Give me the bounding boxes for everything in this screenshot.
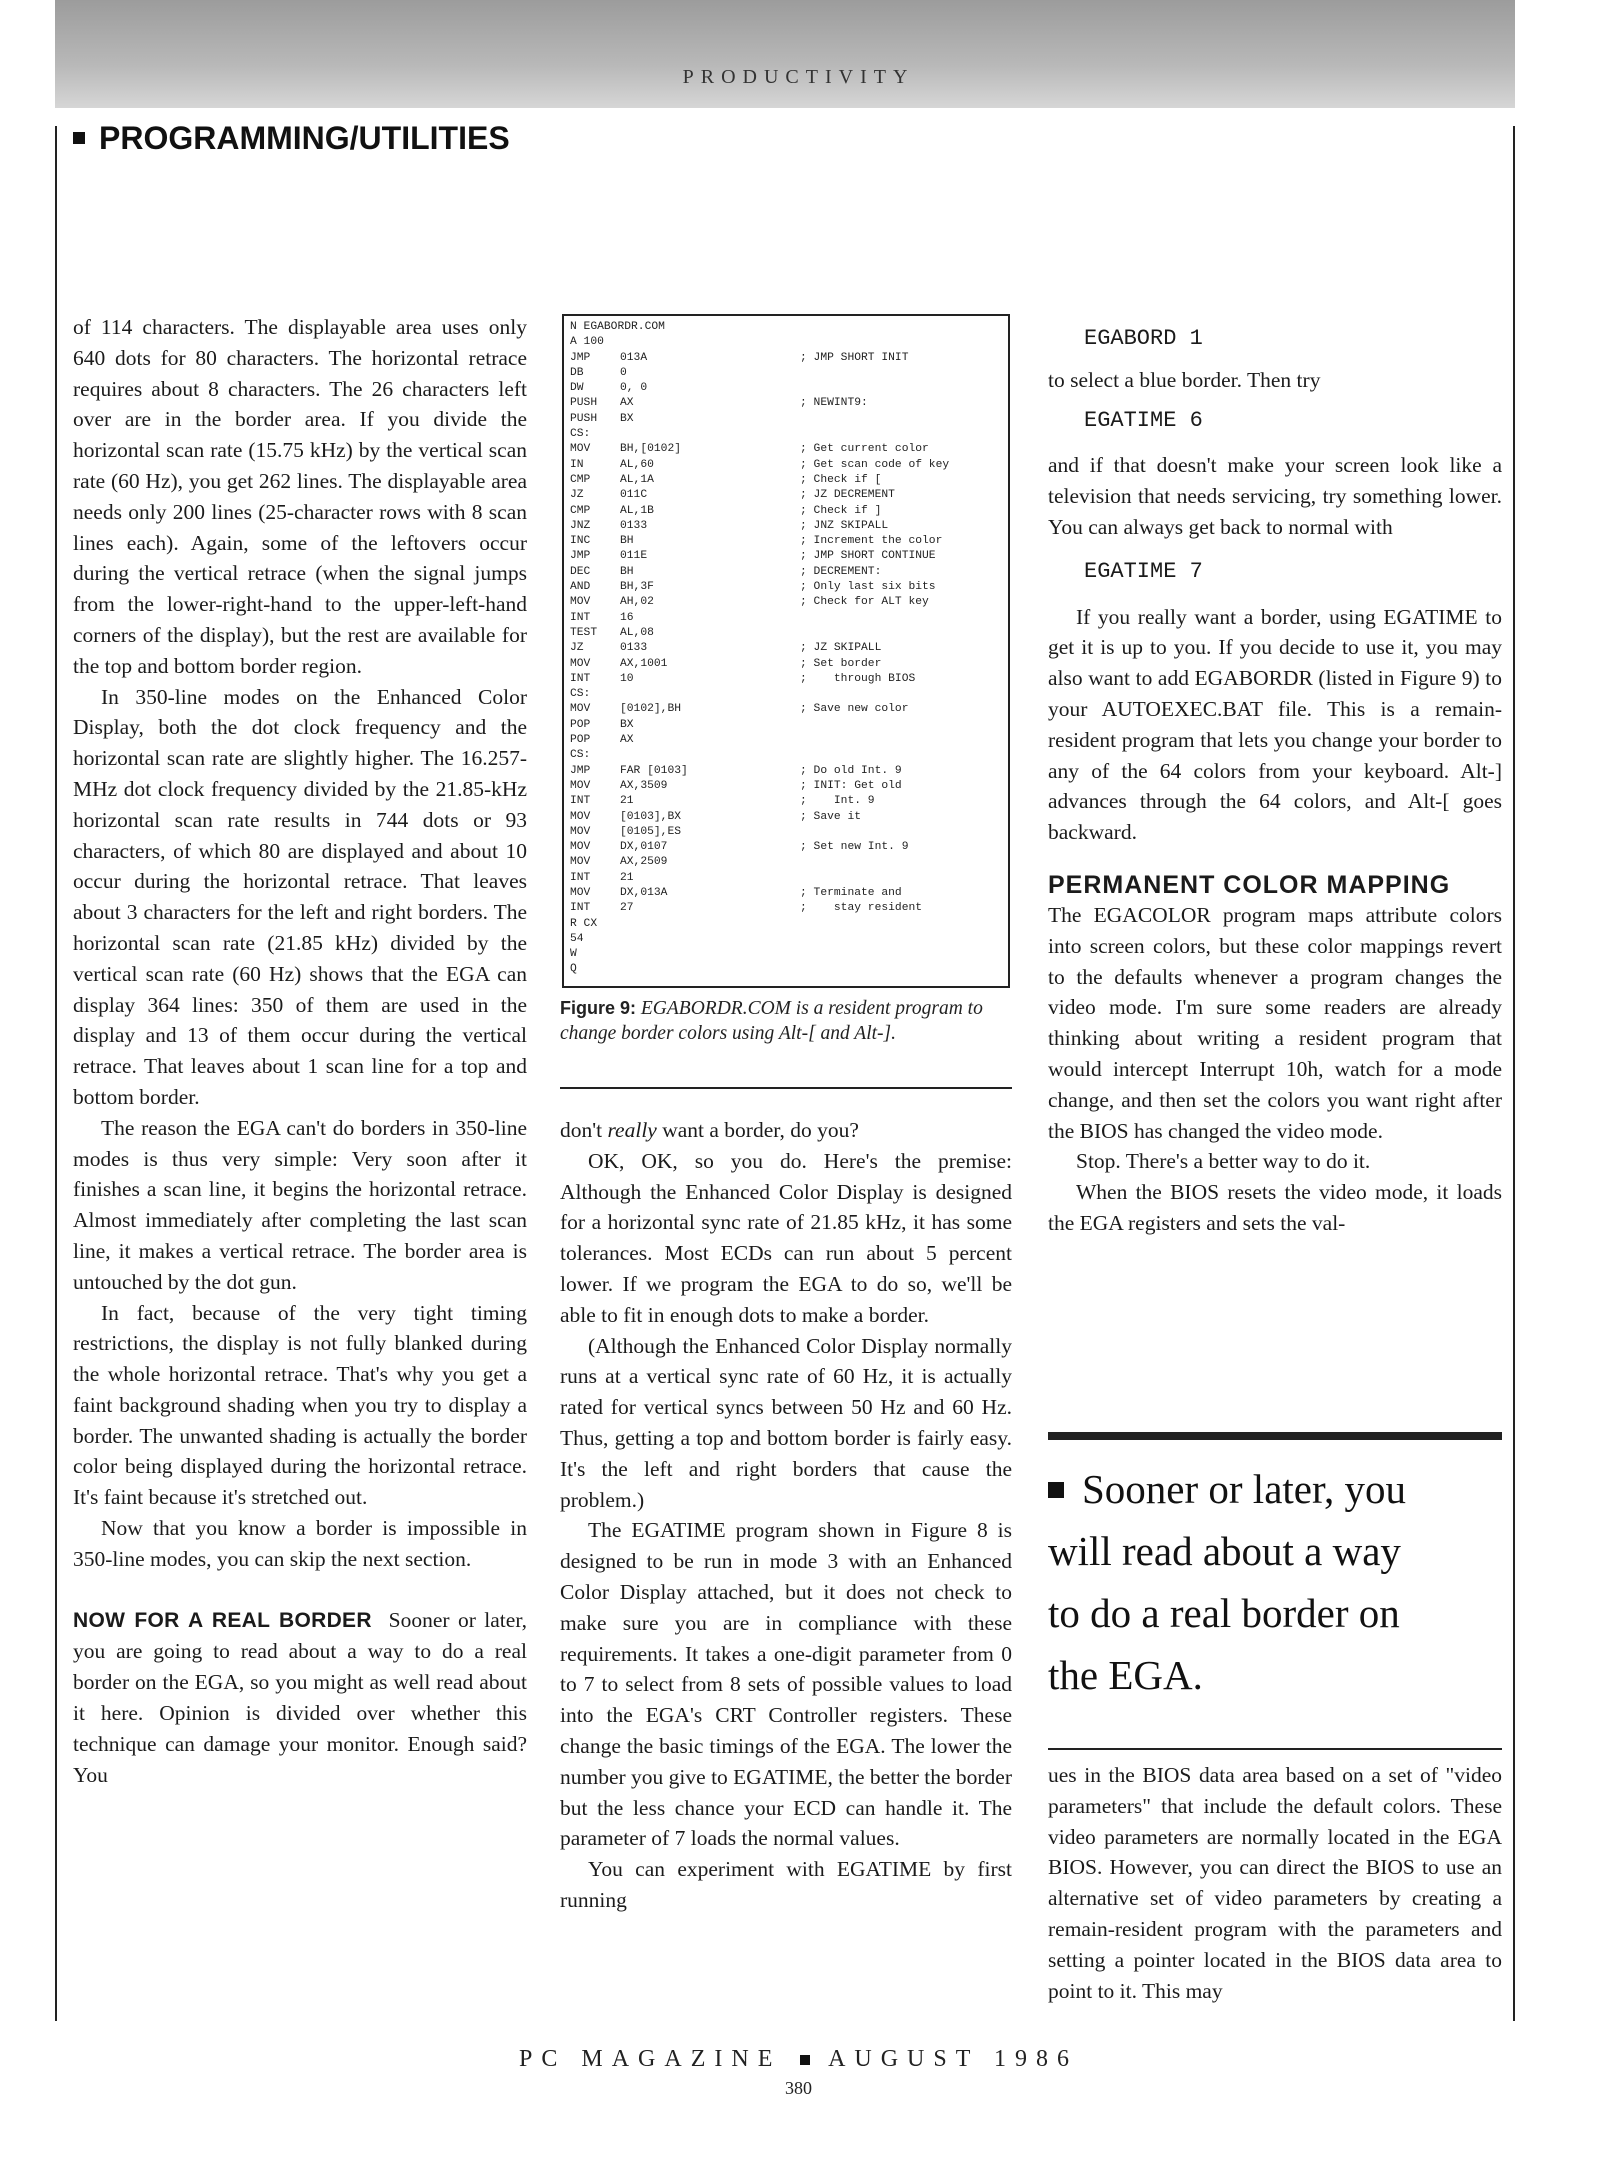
listing-text: CS:	[570, 749, 591, 762]
listing-row	[570, 687, 1002, 702]
listing-cm	[800, 871, 1002, 886]
listing-row	[570, 626, 1002, 641]
pull-quote	[1048, 1458, 1488, 1706]
listing-op: MOV	[570, 703, 591, 716]
listing-op: JMP	[570, 764, 591, 777]
listing-arg: [0102],BH	[620, 703, 682, 716]
listing-row	[570, 886, 1002, 901]
listing-op: POP	[570, 718, 591, 731]
listing-op: MOV	[570, 841, 591, 854]
bullet-square-icon	[73, 132, 85, 144]
left-page-rule	[55, 126, 57, 2021]
page-number: 380	[785, 2078, 812, 2098]
listing-arg: AX,2509	[620, 856, 668, 869]
listing-text: CS:	[570, 688, 591, 701]
listing-row	[570, 488, 1002, 503]
listing-cm: ; Check if [	[800, 473, 882, 486]
listing-cm: ; Terminate and	[800, 886, 902, 899]
listing-arg: 0	[620, 366, 627, 379]
magazine-name: PC MAGAZINE	[519, 2046, 782, 2072]
listing-op: PUSH	[570, 412, 598, 425]
listing-text: N EGABORDR.COM	[570, 321, 665, 333]
listing-op: AND	[570, 581, 591, 594]
pullquote-top-rule	[1048, 1432, 1502, 1440]
listing-arg: FAR [0103]	[620, 764, 688, 777]
listing-row	[570, 718, 1002, 733]
listing-op: INT	[570, 902, 591, 915]
listing-row	[570, 825, 1002, 840]
listing-arg: AX,1001	[620, 657, 668, 670]
listing-row	[570, 917, 1002, 932]
paragraph: In fact, because of the very tight timing restrictions, the display is not fully blanked during the whole horizontal retrace. That's why you get a faint background shading when you try to display a border. The unwanted shading is actually the border color being displayed during the horizontal retrace. It's faint because it's stretched out.	[73, 1300, 527, 1510]
subhead-paragraph	[73, 1605, 527, 1791]
listing-arg: AX	[620, 734, 634, 747]
rubric-label: PROGRAMMING/UTILITIES	[99, 120, 510, 156]
listing-cm: ; JZ DECREMENT	[800, 489, 895, 502]
listing-row	[570, 779, 1002, 794]
column-1	[73, 312, 527, 1790]
listing-op: INT	[570, 795, 591, 808]
listing-row	[570, 335, 1002, 350]
listing-row	[570, 534, 1002, 549]
caption-rule	[560, 1087, 1012, 1089]
listing-row	[570, 580, 1002, 595]
listing-cm	[800, 855, 1002, 870]
listing-op: PUSH	[570, 397, 598, 410]
listing-arg: AL,1A	[620, 473, 654, 486]
listing-cm: ; Get current color	[800, 443, 929, 456]
listing-arg: AL,60	[620, 458, 654, 471]
listing-row	[570, 840, 1002, 855]
paragraph: and if that doesn't make your screen look like a television that needs servicing, try something lower. You can always get back to normal with	[1048, 453, 1502, 539]
listing-row	[570, 565, 1002, 580]
listing-row	[570, 810, 1002, 825]
column-2	[560, 1115, 1012, 1916]
listing-cm	[800, 626, 1002, 641]
listing-op: MOV	[570, 886, 591, 899]
listing-op: INT	[570, 871, 591, 884]
paragraph: If you really want a border, using EGATIME to get it is up to you. If you decide to use it, you may also want to add EGABORDR (listed in Figure 9) to your AUTOEXEC.BAT file. This is a remain-resident program that lets you change your border to any of the 64 colors from your keyboard. Alt-] advances through the 64 colors, and Alt-[ goes backward.	[1048, 604, 1502, 845]
listing-cm: ; JMP SHORT CONTINUE	[800, 550, 936, 563]
listing-cm	[800, 381, 1002, 396]
caption-text: EGABORDR.COM is a resident program to change border colors using Alt-[ and Alt-].	[560, 998, 983, 1044]
listing-row	[570, 962, 1002, 977]
paragraph: Stop. There's a better way to do it.	[1076, 1149, 1371, 1174]
listing-op: JMP	[570, 550, 591, 563]
listing-arg: 013A	[620, 351, 648, 364]
listing-row	[570, 794, 1002, 809]
listing-text: A 100	[570, 336, 604, 349]
paragraph: The reason the EGA can't do borders in 350-line modes is thus very simple: Very soon after it finishes a scan line, it begins the horizontal retrace. Almost immediately after completing the last scan line, it makes a vertical retrace. The border area is untouched by the dot gun.	[73, 1115, 527, 1294]
caption-label: Figure 9:	[560, 998, 637, 1018]
listing-row	[570, 473, 1002, 488]
listing-cm: ; JMP SHORT INIT	[800, 351, 909, 364]
command-line: EGABORD 1	[1084, 326, 1203, 351]
listing-cm: ; NEWINT9:	[800, 397, 868, 410]
listing-cm: ; Check if ]	[800, 504, 882, 517]
listing-cm: ; through BIOS	[800, 672, 916, 685]
listing-cm: ; Get scan code of key	[800, 458, 950, 471]
listing-arg: 27	[620, 902, 634, 915]
column-3	[1048, 320, 1502, 1239]
listing-row	[570, 611, 1002, 626]
listing-row	[570, 702, 1002, 717]
listing-row	[570, 657, 1002, 672]
listing-row	[570, 320, 1002, 335]
listing-op: JZ	[570, 489, 584, 502]
emphasis: really	[607, 1118, 657, 1142]
listing-row	[570, 458, 1002, 473]
listing-op: MOV	[570, 657, 591, 670]
listing-text: CS:	[570, 428, 591, 441]
listing-op: CMP	[570, 473, 591, 486]
listing-arg: AL,1B	[620, 504, 654, 517]
listing-op: MOV	[570, 825, 591, 838]
listing-arg: BH	[620, 565, 634, 578]
listing-op: MOV	[570, 779, 591, 792]
listing-op: DEC	[570, 565, 591, 578]
paragraph: OK, OK, so you do. Here's the premise: Although the Enhanced Color Display is designed for a horizontal sync rate of 21.85 kHz, it has some tolerances. Most ECDs can run about 5 percent lower. If we program the EGA to do so, we'll be able to fit in enough dots to make a border.	[560, 1148, 1012, 1327]
listing-row	[570, 641, 1002, 656]
listing-row	[570, 412, 1002, 427]
listing-arg: AH,02	[620, 596, 654, 609]
code-listing-figure-9	[562, 314, 1010, 988]
paragraph: of 114 characters. The displayable area uses only 640 dots for 80 characters. The horizontal retrace requires about 8 characters. The 26 characters left over are in the border area. If you divide the horizontal scan rate (15.75 kHz) by the vertical scan rate (60 Hz), you get 262 lines. The displayable area needs only 200 lines (25-character rows with 8 scan lines each). Again, some of the leftovers occur during the vertical retrace (when the signal jumps from the lower-right-hand to the upper-left-hand corners of the display), but the rest are available for the top and bottom border region.	[73, 315, 527, 678]
listing-row	[570, 932, 1002, 947]
listing-op: MOV	[570, 443, 591, 456]
listing-arg: DX,0107	[620, 841, 668, 854]
listing-arg: AL,08	[620, 626, 654, 639]
listing-op: JMP	[570, 351, 591, 364]
listing-arg: BX	[620, 412, 634, 425]
paragraph: Now that you know a border is impossible in 350-line modes, you can skip the next section.	[73, 1516, 527, 1571]
listing-cm: ; Set new Int. 9	[800, 841, 909, 854]
listing-row	[570, 733, 1002, 748]
listing-op: IN	[570, 458, 584, 471]
listing-arg: 10	[620, 672, 634, 685]
issue-date: AUGUST 1986	[828, 2046, 1078, 2072]
listing-arg: BH	[620, 535, 634, 548]
pull-quote-line: to do a real border on	[1048, 1590, 1400, 1636]
listing-row	[570, 366, 1002, 381]
text-span: don't	[560, 1118, 608, 1142]
bullet-square-icon	[1048, 1482, 1064, 1498]
listing-op: MOV	[570, 856, 591, 869]
listing-cm	[800, 825, 1002, 840]
right-page-rule	[1513, 126, 1515, 2021]
listing-cm: ; Check for ALT key	[800, 596, 929, 609]
listing-text: R CX	[570, 917, 598, 930]
listing-arg: BX	[620, 718, 634, 731]
listing-row	[570, 748, 1002, 763]
listing-cm	[800, 412, 1002, 427]
listing-cm: ; stay resident	[800, 902, 923, 915]
listing-row	[570, 351, 1002, 366]
listing-cm	[800, 611, 1002, 626]
listing-cm: ; JZ SKIPALL	[800, 642, 882, 655]
listing-op: CMP	[570, 504, 591, 517]
paragraph: In 350-line modes on the Enhanced Color Display, both the dot clock frequency and the horizontal scan rate are slightly higher. The 16.257-MHz dot clock frequency divided by the 21.85-kHz horizontal scan rate results in 744 dots or 93 characters, of which 80 are displayed and about 10 occur during the horizontal retrace. That leaves about 3 characters for the left and right borders. The horizontal scan rate (21.85 kHz) divided by the vertical scan rate (60 Hz) shows that the EGA can display 364 lines: 350 of them are used in the display and 13 of them occur during the vertical retrace. That leaves about 1 scan line for a top and bottom border.	[73, 684, 527, 1109]
listing-row	[570, 549, 1002, 564]
listing-arg: BH,[0102]	[620, 443, 682, 456]
listing-arg: 0133	[620, 519, 648, 532]
listing-cm: ; JNZ SKIPALL	[800, 519, 889, 532]
listing-text: W	[570, 948, 577, 961]
paragraph: to select a blue border. Then try	[1048, 367, 1321, 392]
listing-row	[570, 595, 1002, 610]
listing-op: MOV	[570, 810, 591, 823]
paragraph: When the BIOS resets the video mode, it loads the EGA registers and sets the val-	[1048, 1180, 1502, 1235]
listing-cm: ; DECREMENT:	[800, 565, 882, 578]
section-label: PRODUCTIVITY	[682, 66, 915, 88]
listing-arg: 0133	[620, 642, 648, 655]
figure-caption	[560, 996, 1012, 1046]
paragraph: The EGACOLOR program maps attribute colors into screen colors, but these color mappings revert to the defaults whenever a program changes the video mode. I'm sure some readers are already thinking about writing a resident program that would intercept Interrupt 10h, watch for a mode change, and then set the colors you want right after the BIOS has changed the video mode.	[1048, 902, 1502, 1143]
listing-arg: 21	[620, 795, 634, 808]
column-3-continued	[1048, 1760, 1502, 2006]
pull-quote-text: Sooner or later, you	[1082, 1466, 1406, 1512]
listing-row	[570, 442, 1002, 457]
listing-arg: 011E	[620, 550, 648, 563]
listing-cm: ; Int. 9	[800, 795, 875, 808]
paragraph: You can experiment with EGATIME by first running	[560, 1857, 1012, 1912]
listing-row	[570, 519, 1002, 534]
listing-row	[570, 672, 1002, 687]
listing-arg: 21	[620, 871, 634, 884]
subhead-now-for-a-real-border: NOW FOR A REAL BORDER	[73, 1608, 372, 1632]
listing-text: Q	[570, 963, 577, 976]
listing-arg: AX	[620, 397, 634, 410]
listing-arg: DX,013A	[620, 886, 668, 899]
text-span: want a border, do you?	[656, 1118, 859, 1142]
listing-arg: BH,3F	[620, 581, 654, 594]
listing-op: DB	[570, 366, 584, 379]
department-rubric	[73, 120, 510, 157]
listing-op: DW	[570, 382, 584, 395]
paragraph: ues in the BIOS data area based on a set of "video parameters" that include the default colors. These video parameters are normally located in the EGA BIOS. However, you can direct the BIOS to use an alternative set of video parameters by creating a remain-resident program with the parameters and setting a pointer located in the BIOS data area to point to it. This may	[1048, 1763, 1502, 2003]
paragraph: The EGATIME program shown in Figure 8 is designed to be run in mode 3 with an Enhanced Color Display attached, but it does not check to make sure you are in compliance with these requirements. It takes a one-digit parameter from 0 to 7 to select from 8 sets of possible values to load into the EGA's CRT Controller registers. These change the basic timings of the EGA. The lower the number you give to EGATIME, the better the border but the less chance your ECD can handle it. The parameter of 7 loads the normal values.	[560, 1518, 1012, 1851]
listing-cm: ; Do old Int. 9	[800, 764, 902, 777]
listing-op: JZ	[570, 642, 584, 655]
listing-row	[570, 427, 1002, 442]
command-line: EGATIME 7	[1084, 558, 1203, 584]
pullquote-bottom-rule	[1048, 1748, 1502, 1750]
subhead-permanent-color-mapping: PERMANENT COLOR MAPPING	[1048, 870, 1451, 899]
listing-text: 54	[570, 932, 584, 945]
paragraph: (Although the Enhanced Color Display normally runs at a vertical sync rate of 60 Hz, it is actually rated for vertical syncs between 50 Hz and 60 Hz. Thus, getting a top and bottom border is fairly easy. It's the left and right borders that cause the problem.)	[560, 1333, 1012, 1512]
listing-arg: 0, 0	[620, 382, 648, 395]
listing-cm: ; Only last six bits	[800, 581, 936, 594]
listing-op: INT	[570, 611, 591, 624]
pull-quote-line: will read about a way	[1048, 1528, 1401, 1574]
listing-row	[570, 901, 1002, 916]
listing-op: INT	[570, 672, 591, 685]
listing-cm: ; Save new color	[800, 703, 909, 716]
pull-quote-line	[1048, 1458, 1488, 1520]
page-footer	[0, 2046, 1597, 2073]
listing-op: POP	[570, 734, 591, 747]
listing-cm: ; Increment the color	[800, 535, 943, 548]
listing-row	[570, 504, 1002, 519]
pull-quote-line: the EGA.	[1048, 1652, 1203, 1698]
bullet-square-icon	[800, 2055, 810, 2065]
listing-row	[570, 871, 1002, 886]
header-band	[55, 0, 1515, 108]
listing-row	[570, 855, 1002, 870]
listing-op: TEST	[570, 626, 598, 639]
listing-arg: 16	[620, 611, 634, 624]
listing-cm	[800, 366, 1002, 381]
command-line: EGATIME 6	[1084, 407, 1203, 433]
listing-cm: ; Set border	[800, 657, 882, 670]
listing-row	[570, 396, 1002, 411]
paragraph	[560, 1115, 1012, 1146]
listing-op: JNZ	[570, 519, 591, 532]
listing-op: INC	[570, 535, 591, 548]
listing-row	[570, 947, 1002, 962]
listing-cm: ; INIT: Get old	[800, 779, 902, 792]
listing-row	[570, 764, 1002, 779]
listing-op: MOV	[570, 596, 591, 609]
listing-arg: AX,3509	[620, 779, 668, 792]
listing-arg: [0105],ES	[620, 825, 682, 838]
paragraph-text: Sooner or later, you are going to read about a way to do a real border on the EGA, so you might as well read about it here. Opinion is divided over whether this technique can damage your monitor. Enough said? You	[73, 1607, 528, 1787]
listing-cm: ; Save it	[800, 810, 862, 823]
listing-arg: 011C	[620, 489, 648, 502]
listing-row	[570, 381, 1002, 396]
listing-cm	[800, 718, 1002, 733]
listing-arg: [0103],BX	[620, 810, 682, 823]
listing-cm	[800, 733, 1002, 748]
